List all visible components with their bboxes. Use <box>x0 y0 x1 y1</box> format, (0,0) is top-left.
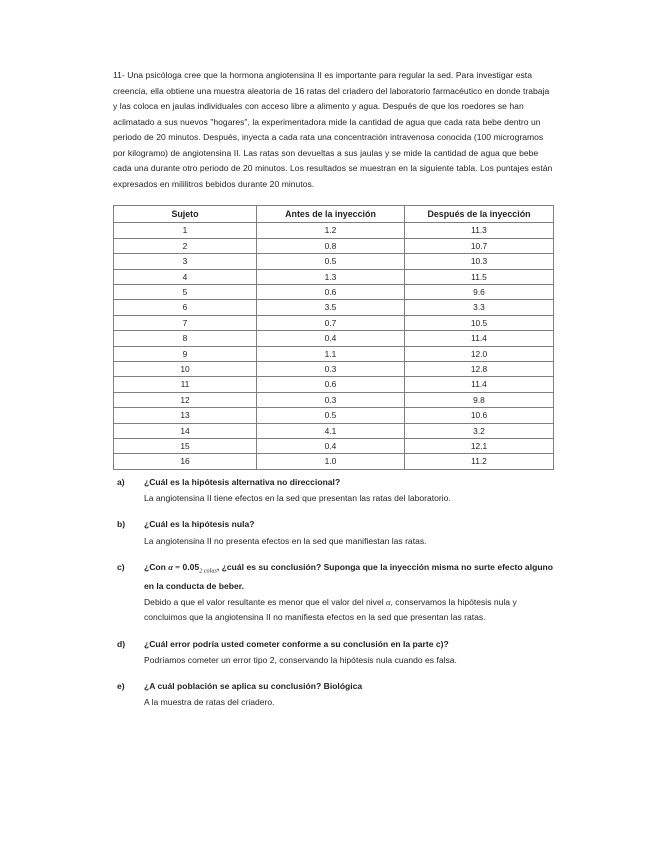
cell-subject: 16 <box>114 454 257 469</box>
cell-after: 9.8 <box>405 392 554 407</box>
question-c-suffix: , ¿cuál es su conclusión? Suponga que la inyección misma no surte efecto alguno en la conducta de beber. <box>144 561 554 591</box>
column-header-after: Después de la inyección <box>405 206 554 223</box>
table-row <box>114 423 554 438</box>
alpha-value: 0.05 <box>182 561 200 572</box>
cell-after: 3.3 <box>405 300 554 315</box>
answer-text-e: A la muestra de ratas del criadero. <box>144 697 275 708</box>
cell-after: 12.1 <box>405 439 554 454</box>
cell-after: 12.8 <box>405 362 554 377</box>
cell-subject: 13 <box>114 408 257 423</box>
table-row <box>114 392 554 407</box>
cell-before: 4.1 <box>257 423 405 438</box>
answer-text-d: Podríamos cometer un error tipo 2, conservando la hipótesis nula cuando es falsa. <box>144 654 457 665</box>
cell-subject: 3 <box>114 254 257 269</box>
column-header-before: Antes de la inyección <box>257 206 405 223</box>
table-row <box>114 439 554 454</box>
question-text-d: ¿Cuál error podría usted cometer conforme a su conclusión en la parte c)? <box>144 638 449 649</box>
cell-subject: 9 <box>114 346 257 361</box>
table-row <box>114 269 554 284</box>
cell-subject: 2 <box>114 238 257 253</box>
cell-before: 1.0 <box>257 454 405 469</box>
answer-text-c <box>144 595 553 626</box>
cell-before: 3.5 <box>257 300 405 315</box>
table-row <box>114 346 554 361</box>
cell-subject: 1 <box>114 223 257 238</box>
cell-subject: 5 <box>114 285 257 300</box>
cell-after: 10.6 <box>405 408 554 423</box>
results-table <box>113 205 554 470</box>
cell-before: 0.6 <box>257 377 405 392</box>
table-head <box>114 206 554 223</box>
answer-alpha-symbol: α <box>386 596 391 607</box>
cell-before: 0.8 <box>257 238 405 253</box>
cell-after: 3.2 <box>405 423 554 438</box>
table-row <box>114 223 554 238</box>
equals-glyph: = <box>175 561 181 572</box>
cell-subject: 12 <box>114 392 257 407</box>
answer-c-part1: Debido a que el valor resultante es menor que el valor del nivel <box>144 596 387 607</box>
cell-before: 1.2 <box>257 223 405 238</box>
cell-before: 1.1 <box>257 346 405 361</box>
table-row <box>114 300 554 315</box>
question-text-c <box>144 560 553 594</box>
alpha-subscript: 2 colas <box>199 567 217 575</box>
table-row <box>114 238 554 253</box>
cell-subject: 4 <box>114 269 257 284</box>
table-row <box>114 362 554 377</box>
question-marker-c: c) <box>117 561 125 572</box>
question-item-c <box>113 560 553 626</box>
table-row <box>114 285 554 300</box>
table-header-row <box>114 206 554 223</box>
cell-before: 0.3 <box>257 392 405 407</box>
cell-subject: 11 <box>114 377 257 392</box>
cell-after: 10.3 <box>405 254 554 269</box>
question-text-a: ¿Cuál es la hipótesis alternativa no direccional? <box>144 476 341 487</box>
cell-before: 0.4 <box>257 439 405 454</box>
answer-text-b: La angiotensina II no presenta efectos en la sed que manifiestan las ratas. <box>144 535 427 546</box>
cell-subject: 7 <box>114 315 257 330</box>
table-row <box>114 454 554 469</box>
question-item-d <box>113 637 553 669</box>
cell-subject: 6 <box>114 300 257 315</box>
alpha-symbol: α <box>168 561 174 572</box>
question-text-b: ¿Cuál es la hipótesis nula? <box>144 519 255 530</box>
question-c-prefix: ¿Con <box>144 561 169 572</box>
table-row <box>114 408 554 423</box>
question-item-b <box>113 517 553 549</box>
cell-after: 11.2 <box>405 454 554 469</box>
document-content <box>113 68 553 711</box>
cell-after: 12.0 <box>405 346 554 361</box>
cell-before: 0.3 <box>257 362 405 377</box>
cell-after: 10.7 <box>405 238 554 253</box>
cell-after: 9.6 <box>405 285 554 300</box>
table-row <box>114 377 554 392</box>
answer-text-a: La angiotensina II tiene efectos en la sed que presentan las ratas del laboratorio. <box>144 493 451 504</box>
cell-before: 0.6 <box>257 285 405 300</box>
questions-list <box>113 475 553 711</box>
cell-before: 0.5 <box>257 408 405 423</box>
question-marker-a: a) <box>117 476 125 487</box>
answer-c-part2: , conservamos la hipótesis nula y concluimos que la angiotensina II no manifiesta efectos en la sed que presentan las ratas. <box>144 596 517 623</box>
cell-after: 11.4 <box>405 377 554 392</box>
question-text-e: ¿A cuál población se aplica su conclusión? Biológica <box>144 681 363 692</box>
cell-after: 10.5 <box>405 315 554 330</box>
cell-after: 11.3 <box>405 223 554 238</box>
cell-before: 0.7 <box>257 315 405 330</box>
cell-after: 11.5 <box>405 269 554 284</box>
table-body <box>114 223 554 470</box>
column-header-subject: Sujeto <box>114 206 257 223</box>
table-row <box>114 331 554 346</box>
question-item-a <box>113 475 553 507</box>
cell-subject: 15 <box>114 439 257 454</box>
cell-before: 0.5 <box>257 254 405 269</box>
cell-before: 0.4 <box>257 331 405 346</box>
cell-subject: 8 <box>114 331 257 346</box>
question-marker-e: e) <box>117 681 125 692</box>
cell-subject: 10 <box>114 362 257 377</box>
intro-paragraph: 11- Una psicóloga cree que la hormona angiotensina II es importante para regular la sed. Para investigar esta creencia, ella obtiene una muestra aleatoria de 16 ratas del criadero del laboratorio farmacéutico en donde trabaja y las coloca en jaulas individuales con acceso libre a alimento y agua. Después de que los roedores se han aclimatado a sus nuevos "hogares", la experimentadora mide la cantidad de agua que cada rata bebe dentro un periodo de 20 minutos. Después, inyecta a cada rata una concentración intravenosa conocida (100 microgramos por kilogramo) de angiotensina II. Las ratas son devueltas a sus jaulas y se mide la cantidad de agua que bebe cada una durante otro periodo de 20 minutos. Los resultados se muestran en la siguiente tabla. Los puntajes están expresados en mililitros bebidos durante 20 minutos. <box>113 70 553 189</box>
cell-subject: 14 <box>114 423 257 438</box>
question-item-e <box>113 679 553 711</box>
question-marker-d: d) <box>117 638 126 649</box>
table-row <box>114 254 554 269</box>
cell-before: 1.3 <box>257 269 405 284</box>
cell-after: 11.4 <box>405 331 554 346</box>
question-marker-b: b) <box>117 519 126 530</box>
table-row <box>114 315 554 330</box>
